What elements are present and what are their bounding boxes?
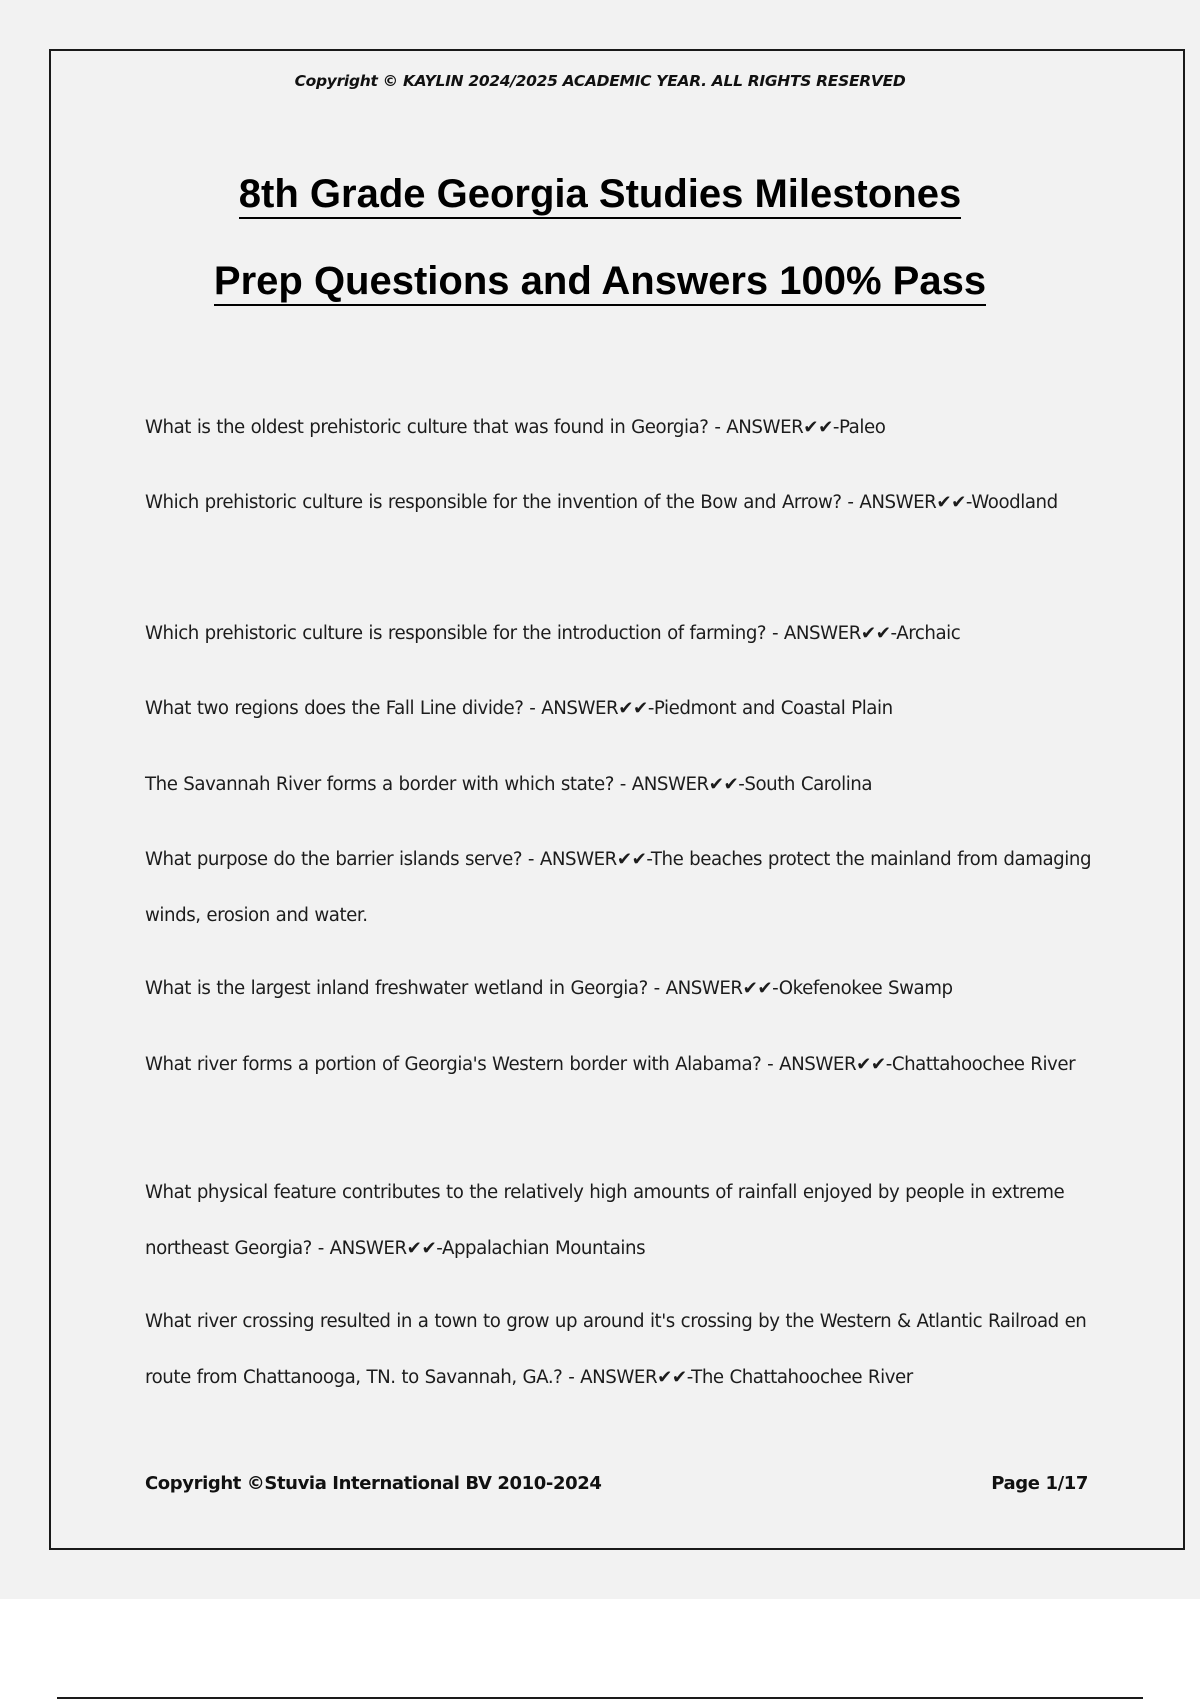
document-title-line-1	[0, 172, 1200, 217]
qa-item: What river crossing resulted in a town to grow up around it's crossing by the Western & Atlantic Railroad en route from Chattanooga, TN. to Savannah, GA.? - ANSWER✔✔-The Chattahoochee River	[145, 1311, 1087, 1388]
qa-item: The Savannah River forms a border with which state? - ANSWER✔✔-South Carolina	[145, 774, 873, 795]
document-title-line-2	[0, 259, 1200, 304]
footer-copyright: Copyright ©Stuvia International BV 2010-2024	[145, 1473, 602, 1494]
title-text-1: 8th Grade Georgia Studies Milestones	[239, 172, 961, 219]
qa-item: What river forms a portion of Georgia's Western border with Alabama? - ANSWER✔✔-Chattahoochee River	[145, 1054, 1076, 1075]
qa-item: What purpose do the barrier islands serve? - ANSWER✔✔-The beaches protect the mainland from damaging winds, erosion and water.	[145, 849, 1092, 926]
qa-item: What is the oldest prehistoric culture that was found in Georgia? - ANSWER✔✔-Paleo	[145, 417, 886, 438]
header-copyright: Copyright © KAYLIN 2024/2025 ACADEMIC YEAR. ALL RIGHTS RESERVED	[294, 72, 906, 90]
qa-item: What two regions does the Fall Line divide? - ANSWER✔✔-Piedmont and Coastal Plain	[145, 698, 893, 719]
page-number: Page 1/17	[991, 1473, 1088, 1494]
qa-item: Which prehistoric culture is responsible for the invention of the Bow and Arrow? - ANSWER✔✔-Woodland	[145, 492, 1058, 513]
next-page-divider	[57, 1697, 1143, 1699]
qa-item: Which prehistoric culture is responsible for the introduction of farming? - ANSWER✔✔-Archaic	[145, 623, 961, 644]
qa-item: What physical feature contributes to the relatively high amounts of rainfall enjoyed by people in extreme northeast Georgia? - ANSWER✔✔-Appalachian Mountains	[145, 1182, 1065, 1259]
qa-item: What is the largest inland freshwater wetland in Georgia? - ANSWER✔✔-Okefenokee Swamp	[145, 978, 953, 999]
title-text-2: Prep Questions and Answers 100% Pass	[214, 259, 986, 306]
